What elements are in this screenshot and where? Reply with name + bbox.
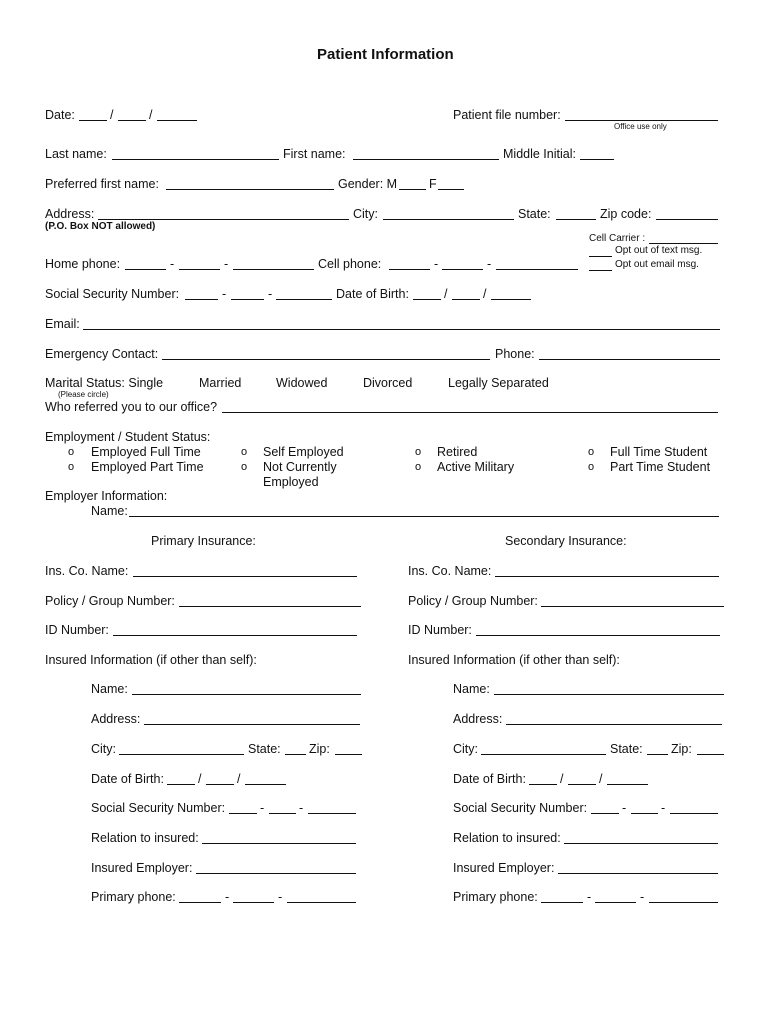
dob-separator: / [599, 772, 603, 786]
marital-status-separated[interactable]: Legally Separated [448, 376, 549, 390]
primary-insured-state-field[interactable] [285, 754, 306, 755]
cell-carrier-label: Cell Carrier : [589, 233, 646, 244]
office-use-note: Office use only [614, 122, 667, 131]
preferred-first-name-field[interactable] [166, 189, 334, 190]
secondary-policy-group-label: Policy / Group Number: [408, 594, 538, 608]
secondary-id-number-field[interactable] [476, 635, 720, 636]
primary-phone-label: Primary phone: [91, 890, 176, 904]
primary-insured-zip-field[interactable] [335, 754, 362, 755]
option-bullet-icon[interactable]: o [415, 461, 422, 473]
secondary-phone-label: Primary phone: [453, 890, 538, 904]
employer-information-label: Employer Information: [45, 489, 168, 503]
primary-insured-info-label: Insured Information (if other than self): [45, 653, 257, 667]
secondary-ins-co-name-label: Ins. Co. Name: [408, 564, 492, 578]
option-employed-full-time[interactable]: Employed Full Time [91, 445, 201, 459]
employment-status-label: Employment / Student Status: [45, 430, 211, 444]
employer-name-label: Name: [91, 504, 128, 518]
primary-ins-co-name-label: Ins. Co. Name: [45, 564, 129, 578]
primary-ins-co-name-field[interactable] [133, 576, 357, 577]
primary-insured-dob-day-field[interactable] [206, 784, 234, 785]
option-part-time-student[interactable]: Part Time Student [610, 460, 711, 474]
dob-separator: / [198, 772, 202, 786]
dob-separator: / [483, 287, 487, 301]
primary-relation-field[interactable] [202, 843, 356, 844]
secondary-insured-address-field[interactable] [506, 724, 722, 725]
please-circle-note: (Please circle) [58, 390, 109, 399]
primary-insured-ssn-part3-field[interactable] [308, 813, 356, 814]
secondary-insured-state-label: State: [610, 742, 643, 756]
date-day-field[interactable] [118, 120, 146, 121]
secondary-insured-city-label: City: [453, 742, 478, 756]
state-field[interactable] [556, 219, 596, 220]
primary-id-number-field[interactable] [113, 635, 357, 636]
secondary-phone-area-field[interactable] [541, 902, 583, 903]
primary-insured-dob-label: Date of Birth: [91, 772, 164, 786]
secondary-relation-field[interactable] [564, 843, 718, 844]
email-field[interactable] [83, 329, 720, 330]
primary-insurance-heading: Primary Insurance: [151, 534, 256, 548]
secondary-id-number-label: ID Number: [408, 623, 472, 637]
employer-name-field[interactable] [129, 516, 719, 517]
option-employed-part-time[interactable]: Employed Part Time [91, 460, 204, 474]
secondary-insured-name-label: Name: [453, 682, 490, 696]
primary-phone-area-field[interactable] [179, 902, 221, 903]
option-not-currently-employed-line2: Employed [263, 475, 319, 489]
cell-phone-label: Cell phone: [318, 257, 382, 271]
preferred-first-name-label: Preferred first name: [45, 177, 159, 191]
patient-file-number-field[interactable] [565, 120, 718, 121]
dash: - [224, 257, 229, 271]
primary-insured-zip-label: Zip: [309, 742, 330, 756]
date-month-field[interactable] [79, 120, 107, 121]
dash: - [170, 257, 175, 271]
home-phone-label: Home phone: [45, 257, 121, 271]
dash: - [587, 890, 592, 904]
ssn-part2-field[interactable] [231, 299, 264, 300]
primary-insured-dob-month-field[interactable] [167, 784, 195, 785]
primary-insured-employer-field[interactable] [196, 873, 356, 874]
secondary-ins-co-name-field[interactable] [495, 576, 719, 577]
dob-year-field[interactable] [491, 299, 531, 300]
date-year-field[interactable] [157, 120, 197, 121]
home-phone-line-field[interactable] [233, 269, 314, 270]
primary-insured-address-field[interactable] [144, 724, 360, 725]
option-bullet-icon[interactable]: o [588, 446, 595, 458]
date-label: Date: [45, 108, 75, 122]
secondary-insured-city-field[interactable] [481, 754, 606, 755]
secondary-insured-info-label: Insured Information (if other than self): [408, 653, 620, 667]
option-bullet-icon[interactable]: o [68, 446, 75, 458]
emergency-phone-field[interactable] [539, 359, 720, 360]
gender-label: Gender: M [338, 177, 398, 191]
ssn-part3-field[interactable] [276, 299, 332, 300]
referral-field[interactable] [222, 412, 718, 413]
dob-day-field[interactable] [452, 299, 480, 300]
dash: - [268, 287, 273, 301]
dash: - [278, 890, 283, 904]
address-label: Address: [45, 207, 95, 221]
secondary-insured-address-label: Address: [453, 712, 503, 726]
date-separator: / [110, 108, 114, 122]
ssn-part1-field[interactable] [185, 299, 218, 300]
gender-m-field[interactable] [399, 189, 426, 190]
emergency-contact-label: Emergency Contact: [45, 347, 159, 361]
middle-initial-field[interactable] [580, 159, 614, 160]
cell-phone-area-field[interactable] [389, 269, 430, 270]
primary-insured-name-field[interactable] [132, 694, 361, 695]
patient-file-number-label: Patient file number: [453, 108, 561, 122]
cell-phone-prefix-field[interactable] [442, 269, 483, 270]
dash: - [299, 801, 304, 815]
gender-f-label: F [429, 177, 437, 191]
primary-id-number-label: ID Number: [45, 623, 109, 637]
dash: - [661, 801, 666, 815]
secondary-insured-dob-day-field[interactable] [568, 784, 596, 785]
secondary-insured-ssn-label: Social Security Number: [453, 801, 588, 815]
secondary-insured-employer-label: Insured Employer: [453, 861, 555, 875]
opt-out-email-checkbox[interactable] [589, 270, 612, 271]
primary-insured-ssn-label: Social Security Number: [91, 801, 226, 815]
primary-phone-prefix-field[interactable] [233, 902, 274, 903]
dash: - [222, 287, 227, 301]
secondary-insured-zip-label: Zip: [671, 742, 692, 756]
secondary-insured-state-field[interactable] [647, 754, 668, 755]
cell-phone-line-field[interactable] [496, 269, 578, 270]
dash: - [640, 890, 645, 904]
emergency-contact-field[interactable] [162, 359, 490, 360]
dash: - [622, 801, 627, 815]
last-name-field[interactable] [112, 159, 279, 160]
middle-initial-label: Middle Initial: [503, 147, 576, 161]
address-field[interactable] [98, 219, 349, 220]
primary-policy-group-field[interactable] [179, 606, 361, 607]
home-phone-area-field[interactable] [125, 269, 166, 270]
primary-insured-city-label: City: [91, 742, 116, 756]
option-bullet-icon[interactable]: o [588, 461, 595, 473]
dob-label: Date of Birth: [336, 287, 409, 301]
opt-out-text-checkbox[interactable] [589, 256, 612, 257]
primary-insured-city-field[interactable] [119, 754, 244, 755]
secondary-insured-ssn-part2-field[interactable] [631, 813, 658, 814]
dash: - [487, 257, 492, 271]
option-retired[interactable]: Retired [437, 445, 478, 459]
cell-carrier-field[interactable] [649, 243, 718, 244]
secondary-phone-line-field[interactable] [649, 902, 718, 903]
secondary-insured-name-field[interactable] [494, 694, 724, 695]
city-label: City: [353, 207, 378, 221]
dob-separator: / [560, 772, 564, 786]
ssn-label: Social Security Number: [45, 287, 180, 301]
last-name-label: Last name: [45, 147, 107, 161]
secondary-insured-dob-label: Date of Birth: [453, 772, 526, 786]
marital-status-single[interactable]: Marital Status: Single [45, 376, 164, 390]
primary-insured-ssn-part1-field[interactable] [229, 813, 257, 814]
zip-code-label: Zip code: [600, 207, 652, 221]
option-bullet-icon[interactable]: o [241, 446, 248, 458]
marital-status-divorced[interactable]: Divorced [363, 376, 413, 390]
first-name-label: First name: [283, 147, 346, 161]
primary-phone-line-field[interactable] [287, 902, 356, 903]
opt-out-email-label: Opt out email msg. [615, 259, 699, 270]
primary-insured-ssn-part2-field[interactable] [269, 813, 296, 814]
home-phone-prefix-field[interactable] [179, 269, 220, 270]
dash: - [434, 257, 439, 271]
secondary-insured-zip-field[interactable] [697, 754, 724, 755]
secondary-insured-dob-month-field[interactable] [529, 784, 557, 785]
secondary-insurance-heading: Secondary Insurance: [505, 534, 627, 548]
option-full-time-student[interactable]: Full Time Student [610, 445, 708, 459]
date-separator: / [149, 108, 153, 122]
marital-status-married[interactable]: Married [199, 376, 242, 390]
marital-status-widowed[interactable]: Widowed [276, 376, 328, 390]
secondary-insured-employer-field[interactable] [558, 873, 718, 874]
dob-month-field[interactable] [413, 299, 441, 300]
primary-policy-group-label: Policy / Group Number: [45, 594, 175, 608]
secondary-insured-ssn-part3-field[interactable] [670, 813, 718, 814]
option-bullet-icon[interactable]: o [415, 446, 422, 458]
emergency-phone-label: Phone: [495, 347, 535, 361]
option-bullet-icon[interactable]: o [241, 461, 248, 473]
dob-separator: / [444, 287, 448, 301]
dash: - [225, 890, 230, 904]
secondary-policy-group-field[interactable] [541, 606, 724, 607]
option-not-currently-employed[interactable]: Not Currently [263, 460, 337, 474]
dob-separator: / [237, 772, 241, 786]
primary-insured-dob-year-field[interactable] [245, 784, 286, 785]
gender-f-field[interactable] [438, 189, 464, 190]
dash: - [260, 801, 265, 815]
opt-out-text-label: Opt out of text msg. [615, 245, 703, 256]
secondary-insured-ssn-part1-field[interactable] [591, 813, 619, 814]
secondary-relation-label: Relation to insured: [453, 831, 561, 845]
referral-label: Who referred you to our office? [45, 400, 218, 414]
city-field[interactable] [383, 219, 514, 220]
po-box-note: (P.O. Box NOT allowed) [45, 221, 156, 232]
option-self-employed[interactable]: Self Employed [263, 445, 344, 459]
option-active-military[interactable]: Active Military [437, 460, 515, 474]
primary-insured-employer-label: Insured Employer: [91, 861, 193, 875]
zip-code-field[interactable] [656, 219, 718, 220]
state-label: State: [518, 207, 551, 221]
primary-insured-name-label: Name: [91, 682, 128, 696]
secondary-insured-dob-year-field[interactable] [607, 784, 648, 785]
first-name-field[interactable] [353, 159, 499, 160]
primary-insured-address-label: Address: [91, 712, 141, 726]
secondary-phone-prefix-field[interactable] [595, 902, 636, 903]
primary-relation-label: Relation to insured: [91, 831, 199, 845]
option-bullet-icon[interactable]: o [68, 461, 75, 473]
page-title: Patient Information [317, 46, 454, 63]
email-label: Email: [45, 317, 80, 331]
primary-insured-state-label: State: [248, 742, 281, 756]
